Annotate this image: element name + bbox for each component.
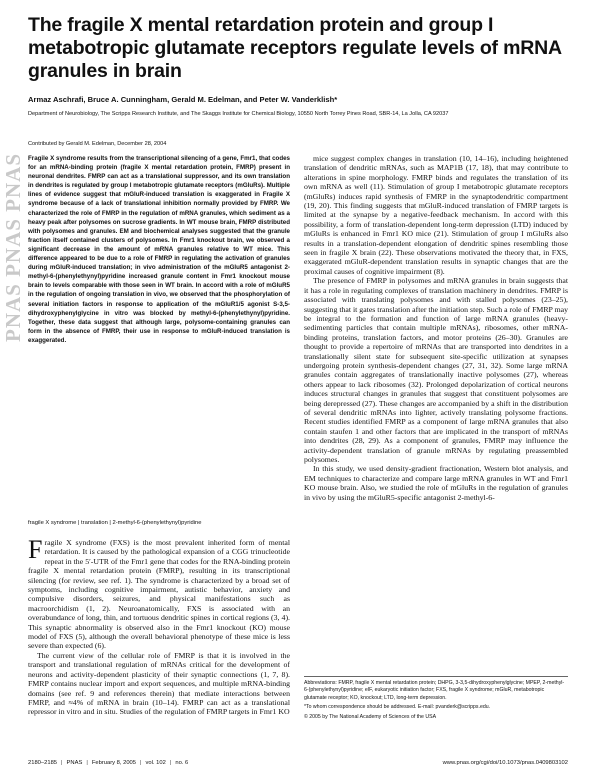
- journal-sidebar-logo: PNAS PNAS PNAS: [1, 152, 25, 342]
- body-paragraph: [28, 535, 290, 651]
- volume: vol. 102: [145, 760, 166, 766]
- body-column-left: [28, 535, 290, 717]
- contributed-by-line: Contributed by Gerald M. Edelman, December 28, 2004: [28, 141, 167, 147]
- journal-name: PNAS: [66, 760, 83, 766]
- body-paragraph: In this study, we used density-gradient fractionation, Western blot analysis, and EM techniques to characterize and compare large mRNA granules in WT and Fmr1 KO mouse brain. Also, we studied the role of mGluRs in the regulation of granules in vivo by using the mGluR5-specific antagonist 2-methyl-6-: [304, 464, 568, 502]
- body-paragraph: The presence of FMRP in polysomes and mRNA granules in brain suggests that it has a role in regulating complexes of translation machinery in dendrites. FMRP is associated with translating polysomes and with stalled polysomes (23–25), suggesting that it gates translation after the initiation step. Such a role of FMRP may be integral to the formation and function of large mRNA granules (heavy-sedimenting particles that contain multiple mRNAs), ribosomes, other mRNA-binding proteins, translation factors, and motor proteins (26–30). Granules are thought to provide a repertoire of mRNAs that are transported into dendrites in a translationally silent state for subsequent site-specific utilization at synapses undergoing protein synthesis-dependent changes (27, 31, 32). Some large mRNA granules contain aggregates of translationally inactive polysomes (27), whereas others appear to lack ribosomes (32). Prolonged depolarization of cortical neurons induces structural changes in granules that suggest that constituent polysomes are being derepressed (27). These changes are accompanied by a shift in the distribution of several dendritic mRNAs into lighter, actively translating polysome fractions. Recent studies identified FMRP as a component of large mRNA granules that also contain staufen 1 and other factors that are implicated in the transport of mRNAs into dendrites (28, 29). As a component of granules, FMRP may influence the activity-dependent translation of granule mRNAs by regulating preassembled polysomes.: [304, 276, 568, 464]
- abstract: Fragile X syndrome results from the transcriptional silencing of a gene, Fmr1, that codes for an mRNA-binding protein (fragile X mental retardation protein, FMRP) present in neuronal dendrites. FMRP can act as a translational suppressor, and its own translation in dendrites is regulated by group I metabotropic glutamate receptors (mGluRs). Multiple lines of evidence suggest that mGluR-induced translation is exaggerated in Fragile X syndrome because of a lack of translational inhibition normally provided by FMRP. We characterized the role of FMRP in the regulation of mRNA granules, which sediment as a heavy peak after polysomes on sucrose gradients. In WT mouse brain, FMRP distributed with polysomes and granules. EM and biochemical analyses suggested that the granule fraction itself contained clusters of polysomes. In Fmr1 knockout brain, we observed a significant decrease in the amount of mRNA granules relative to WT mice. This difference appeared to be due to a role of FMRP in regulating the activation of granules during mGluR-induced translation; in vivo administration of the mGluR5 antagonist 2-methyl-6-(phenylethynyl)pyridine increased granule content in Fmr1 knockout mouse brain to levels comparable with those seen in WT brain. In accord with a role of mGluR5 in the regulation of ongoing translation in vivo, we observed that the phosphorylation of several initiation factors in response to application of the mGluR1/5 agonist S-3,5-dihydroxyphenylglycine in vitro was blocked by methyl-6-(phenylethynyl)pyridine. Together, these data suggest that although large, polysome-containing granules can form in the absence of FMRP, their use in response to mGluR-induced translation is exaggerated.: [28, 155, 290, 344]
- body-column-right: [304, 154, 568, 502]
- author-list: Armaz Aschrafi, Bruce A. Cunningham, Gerald M. Edelman, and Peter W. Vanderklish*: [28, 95, 338, 104]
- footnote-copyright: © 2005 by The National Academy of Sciences of the USA: [304, 713, 437, 720]
- body-paragraph: mice suggest complex changes in translation (10, 14–16), including heightened translation of dendritic mRNAs, such as MAP1B (17, 18), that may contribute to alterations in spine morphology. FMRP binds and regulates the translation of its own mRNA as well (11). Stimulation of group I metabotropic glutamate receptors (mGluRs) induces rapid synthesis of FMRP in the synaptodendritic compartment (19, 20). This finding suggests that mGluR-induced translation of FMRP targets is limited at the synapse by a negative-feedback mechanism. In accord with this possibility, a form of translation-dependent long-term depression (LTD) induced by mGluRs is enhanced in Fmr1 KO mice (21). Stimulation of group I mGluRs also results in a translation-dependent elongation of dendritic spines resembling those seen in fragile X brain (22). These observations motivated the theory that, in FXS, exaggerated mGluR-dependent translation results in synaptic changes that are the proximal causes of cognitive impairment (8).: [304, 154, 568, 276]
- footnote-abbreviations: Abbreviations: FMRP, fragile X mental retardation protein; DHPG, 3-3,5-dihydroxyphenylglycine; MPEP, 2-methyl-6-(phenylethynyl)pyridine; eIF, eukaryotic initiation factor; FXS, fragile X syndrome; mGluR, metabotropic glutamate receptor; KO, knockout; LTD, long-term depression.: [304, 680, 565, 701]
- body-paragraph-text: ragile X syndrome (FXS) is the most prevalent inherited form of mental retardation. It is caused by the pathological expansion of a CGG trinucleotide repeat in the 5′-UTR of the Fmr1 gene that codes for the RNA-binding protein fragile X mental retardation protein (FMRP), resulting in its transcriptional silencing (for review, see ref. 1). The syndrome is characterized by a broad set of symptoms, including cognitive impairment, autistic behavior, anxiety and compulsive disorders, seizures, and physical manifestations such as macroorchidism (1, 2). Neuroanatomically, FXS is associated with an overabundance of long, thin, and tortuous dendritic spines in cortical regions (3, 4). This synaptic abnormality is observed also in the Fmr1 knockout (KO) mouse model of FXS (5), although the overall behavioral phenotype of these mice is less severe than expected (6).: [28, 538, 290, 651]
- footnotes: [304, 676, 568, 723]
- body-paragraph: The current view of the cellular role of FMRP is that it is involved in the transport and translational regulation of mRNAs critical for the development of neurons and activity-dependent plasticity of their synaptic connections (1, 7, 8). FMRP contains nuclear import and export sequences, and multiple mRNA-binding domains (see ref. 9 and references therein) that mediate interactions between FMRP, and ≈4% of mRNA in brain (10–14). FMRP can act as a translational repressor in vitro and in situ. Studies of the regulation of FMRP targets in Fmr1 KO: [28, 650, 290, 717]
- affiliation: Department of Neurobiology, The Scripps Research Institute, and The Skaggs Institute for Chemical Biology, 10550 North Torrey Pines Road, SBR-14, La Jolla, CA 92037: [28, 111, 449, 117]
- drop-cap: F: [28, 535, 43, 564]
- page-footer: [28, 760, 568, 770]
- issue-date: February 8, 2005: [91, 760, 136, 766]
- doi-link[interactable]: www.pnas.org/cgi/doi/10.1073/pnas.0409803102: [442, 760, 568, 766]
- issue-number: no. 6: [175, 760, 189, 766]
- article-title: The fragile X mental retardation protein and group I metabotropic glutamate receptors regulate levels of mRNA granules in brain: [28, 14, 562, 82]
- footer-citation: 2180–2185 | PNAS | February 8, 2005 | vol. 102 | no. 6: [28, 760, 189, 766]
- footnote-correspondence: *To whom correspondence should be addressed. E-mail: pvanderk@scripps.edu.: [304, 704, 491, 711]
- page-range: 2180–2185: [28, 760, 58, 766]
- keywords: fragile X syndrome | translation | 2-methyl-6-(phenylethynyl)pyridine: [28, 520, 202, 526]
